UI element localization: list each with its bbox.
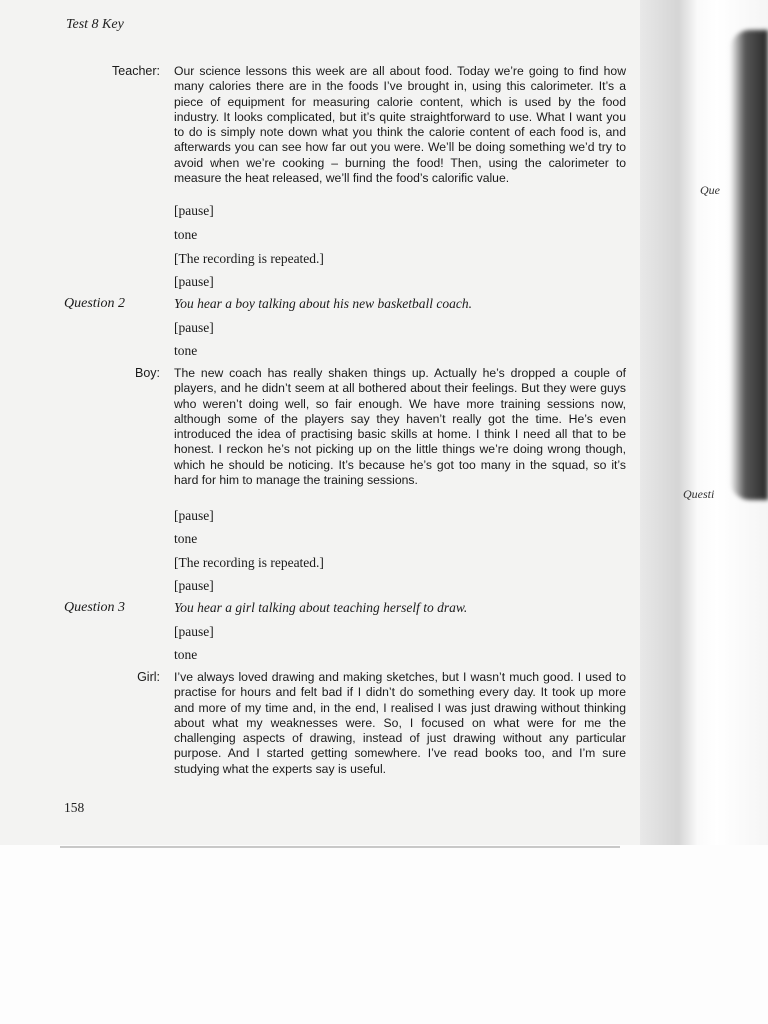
boy-transcript: The new coach has really shaken things up. Actually he’s dropped a couple of players, and he didn’t seem at all bothered about their feelings. But they were guys who weren’t doing well, so fair enough. We have more training sessions now, although some of the players say they haven’t really got the time. He’s even introduced the idea of practising basic skills at home. I think I need all that to be honest. I reckon he’s not picking up on the little things we’re doing wrong though, which he should be noticing. It’s because he’s got too many in the squad, so it’s hard for him to manage the training sessions. <box>174 366 626 488</box>
repeat-cue: [The recording is repeated.] <box>174 555 324 570</box>
pause-cue: [pause] <box>174 203 214 218</box>
pause-cue: [pause] <box>174 320 214 335</box>
pause-cue: [pause] <box>174 274 214 289</box>
facing-page-fragment: Que <box>700 183 720 197</box>
tone-cue: tone <box>174 227 198 242</box>
teacher-transcript: Our science lessons this week are all about food. Today we’re going to find how many calories there are in the foods I’ve brought in, using this calorimeter. It’s a piece of equipment for measuring calorie content, which is used by the food industry. It looks complicated, but it’s quite straightforward to use. What I want you to do is simply note down what you think the calorie content of each food is, and afterwards you can see how far out you were. We’ll be doing something we’d try to avoid when we’re cooking – burning the food! Then, using the calorimeter to measure the heat released, we’ll find the food’s calorific value. <box>174 64 626 186</box>
repeat-cue: [The recording is repeated.] <box>174 251 324 266</box>
speaker-label-teacher: Teacher: <box>112 64 160 78</box>
speaker-label-girl: Girl: <box>137 670 160 684</box>
page-bottom-edge <box>60 846 620 848</box>
girl-transcript: I’ve always loved drawing and making sketches, but I wasn’t much good. I used to practise for hours and felt bad if I didn’t do something every day. It took up more and more of my time and, in the end, I realised I was just drawing without thinking about what my weaknesses were. So, I focused on what were for me the challenging aspects of drawing, instead of just drawing without any particular purpose. And I started getting somewhere. I’ve read books too, and I’m sure studying what the experts say is useful. <box>174 670 626 776</box>
question-2-prompt: You hear a boy talking about his new basketball coach. <box>174 296 472 311</box>
scan-background <box>0 845 768 1024</box>
speaker-label-boy: Boy: <box>134 366 160 380</box>
page-number: 158 <box>64 800 85 815</box>
page-fold-shadow <box>730 30 768 500</box>
tone-cue: tone <box>174 343 198 358</box>
question-3-prompt: You hear a girl talking about teaching herself to draw. <box>174 600 468 615</box>
tone-cue: tone <box>174 531 198 546</box>
running-head: Test 8 Key <box>66 17 124 32</box>
question-3-label: Question 3 <box>64 600 126 615</box>
facing-page-fragment: Questi <box>683 487 715 501</box>
tone-cue: tone <box>174 647 198 662</box>
pause-cue: [pause] <box>174 508 214 523</box>
pause-cue: [pause] <box>174 624 214 639</box>
question-2-label: Question 2 <box>64 296 126 311</box>
pause-cue: [pause] <box>174 578 214 593</box>
